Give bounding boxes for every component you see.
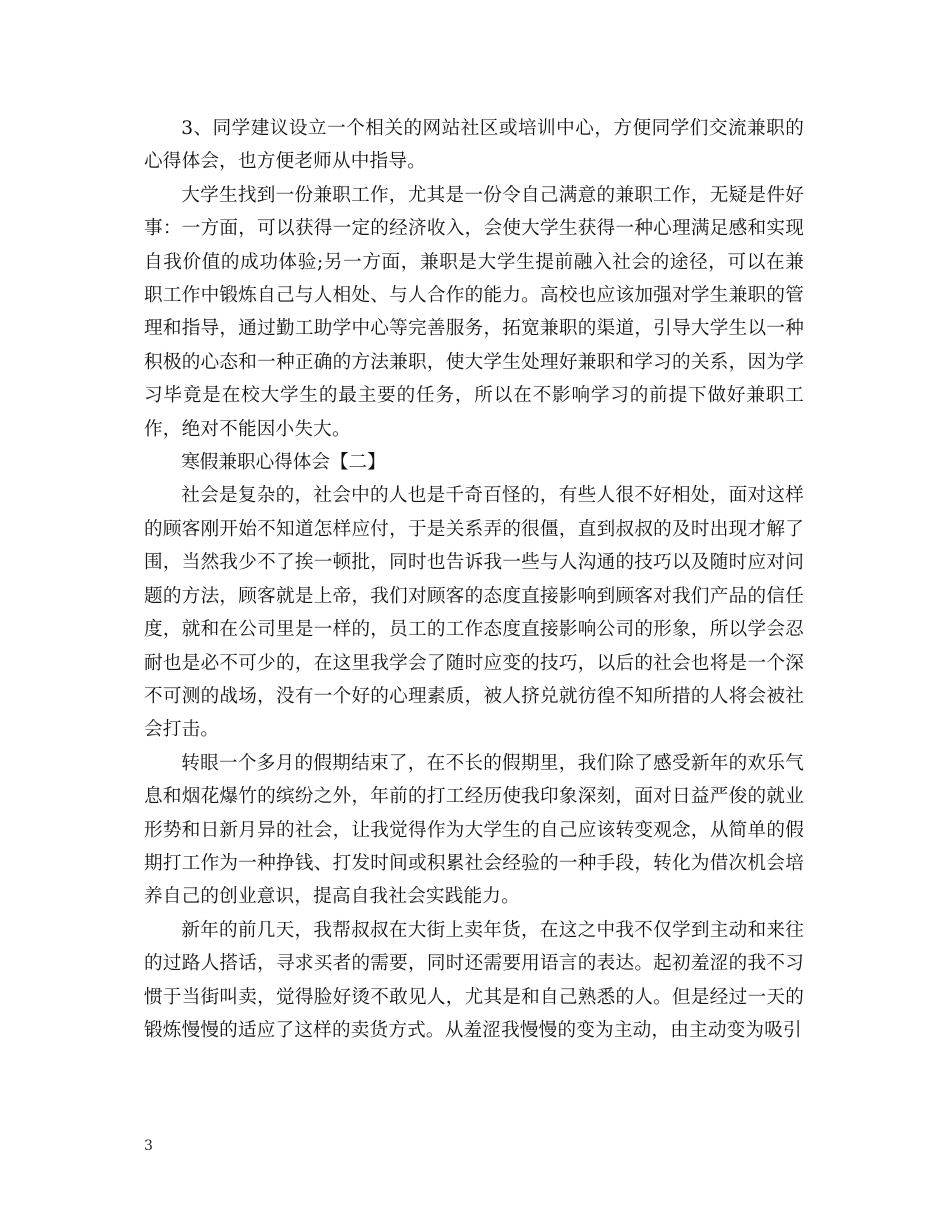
paragraph: 3、同学建议设立一个相关的网站社区或培训中心，方便同学们交流兼职的心得体会，也方便老师从中指导。 [144, 118, 804, 173]
paragraph: 大学生找到一份兼职工作，尤其是一份令自己满意的兼职工作，无疑是件好事：一方面，可以获得一定的经济收入，会使大学生获得一种心理满足感和实现自我价值的成功体验;另一方面，兼职是大学生提前融入社会的途径，可以在兼职工作中锻炼自己与人相处、与人合作的能力。高校也应该加强对学生兼职的管理和指导，通过勤工助学中心等完善服务，拓宽兼职的渠道，引导大学生以一种积极的心态和一种正确的方法兼职，使大学生处理好兼职和学习的关系，因为学习毕竟是在校大学生的最主要的任务，所以在不影响学习的前提下做好兼职工作，绝对不能因小失大。 [144, 184, 804, 440]
section-heading: 寒假兼职心得体会【二】 [181, 452, 386, 474]
paragraph: 社会是复杂的，社会中的人也是千奇百怪的，有些人很不好相处，面对这样的顾客刚开始不知道怎样应付，于是关系弄的很僵，直到叔叔的及时出现才解了围，当然我少不了挨一顿批，同时也告诉我一些与人沟通的技巧以及随时应对问题的方法，顾客就是上帝，我们对顾客的态度直接影响到顾客对我们产品的信任度，就和在公司里是一样的，员工的工作态度直接影响公司的形象，所以学会忍耐也是必不可少的，在这里我学会了随时应变的技巧，以后的社会也将是一个深不可测的战场，没有一个好的心理素质，被人挤兑就彷徨不知所措的人将会被社会打击。 [144, 485, 804, 741]
document-body [144, 112, 804, 1047]
page-number: 3 [144, 1138, 153, 1154]
paragraph: 新年的前几天，我帮叔叔在大街上卖年货，在这之中我不仅学到主动和来往的过路人搭话，寻求买者的需要，同时还需要用语言的表达。起初羞涩的我不习惯于当街叫卖，觉得脸好烫不敢见人，尤其是和自己熟悉的人。但是经过一天的锻炼慢慢的适应了这样的卖货方式。从羞涩我慢慢的变为主动，由主动变为吸引 [144, 919, 804, 1041]
paragraph: 转眼一个多月的假期结束了，在不长的假期里，我们除了感受新年的欢乐气息和烟花爆竹的缤纷之外，年前的打工经历使我印象深刻，面对日益严俊的就业形势和日新月异的社会，让我觉得作为大学生的自己应该转变观念，从简单的假期打工作为一种挣钱、打发时间或积累社会经验的一种手段，转化为借次机会培养自己的创业意识，提高自我社会实践能力。 [144, 752, 804, 908]
